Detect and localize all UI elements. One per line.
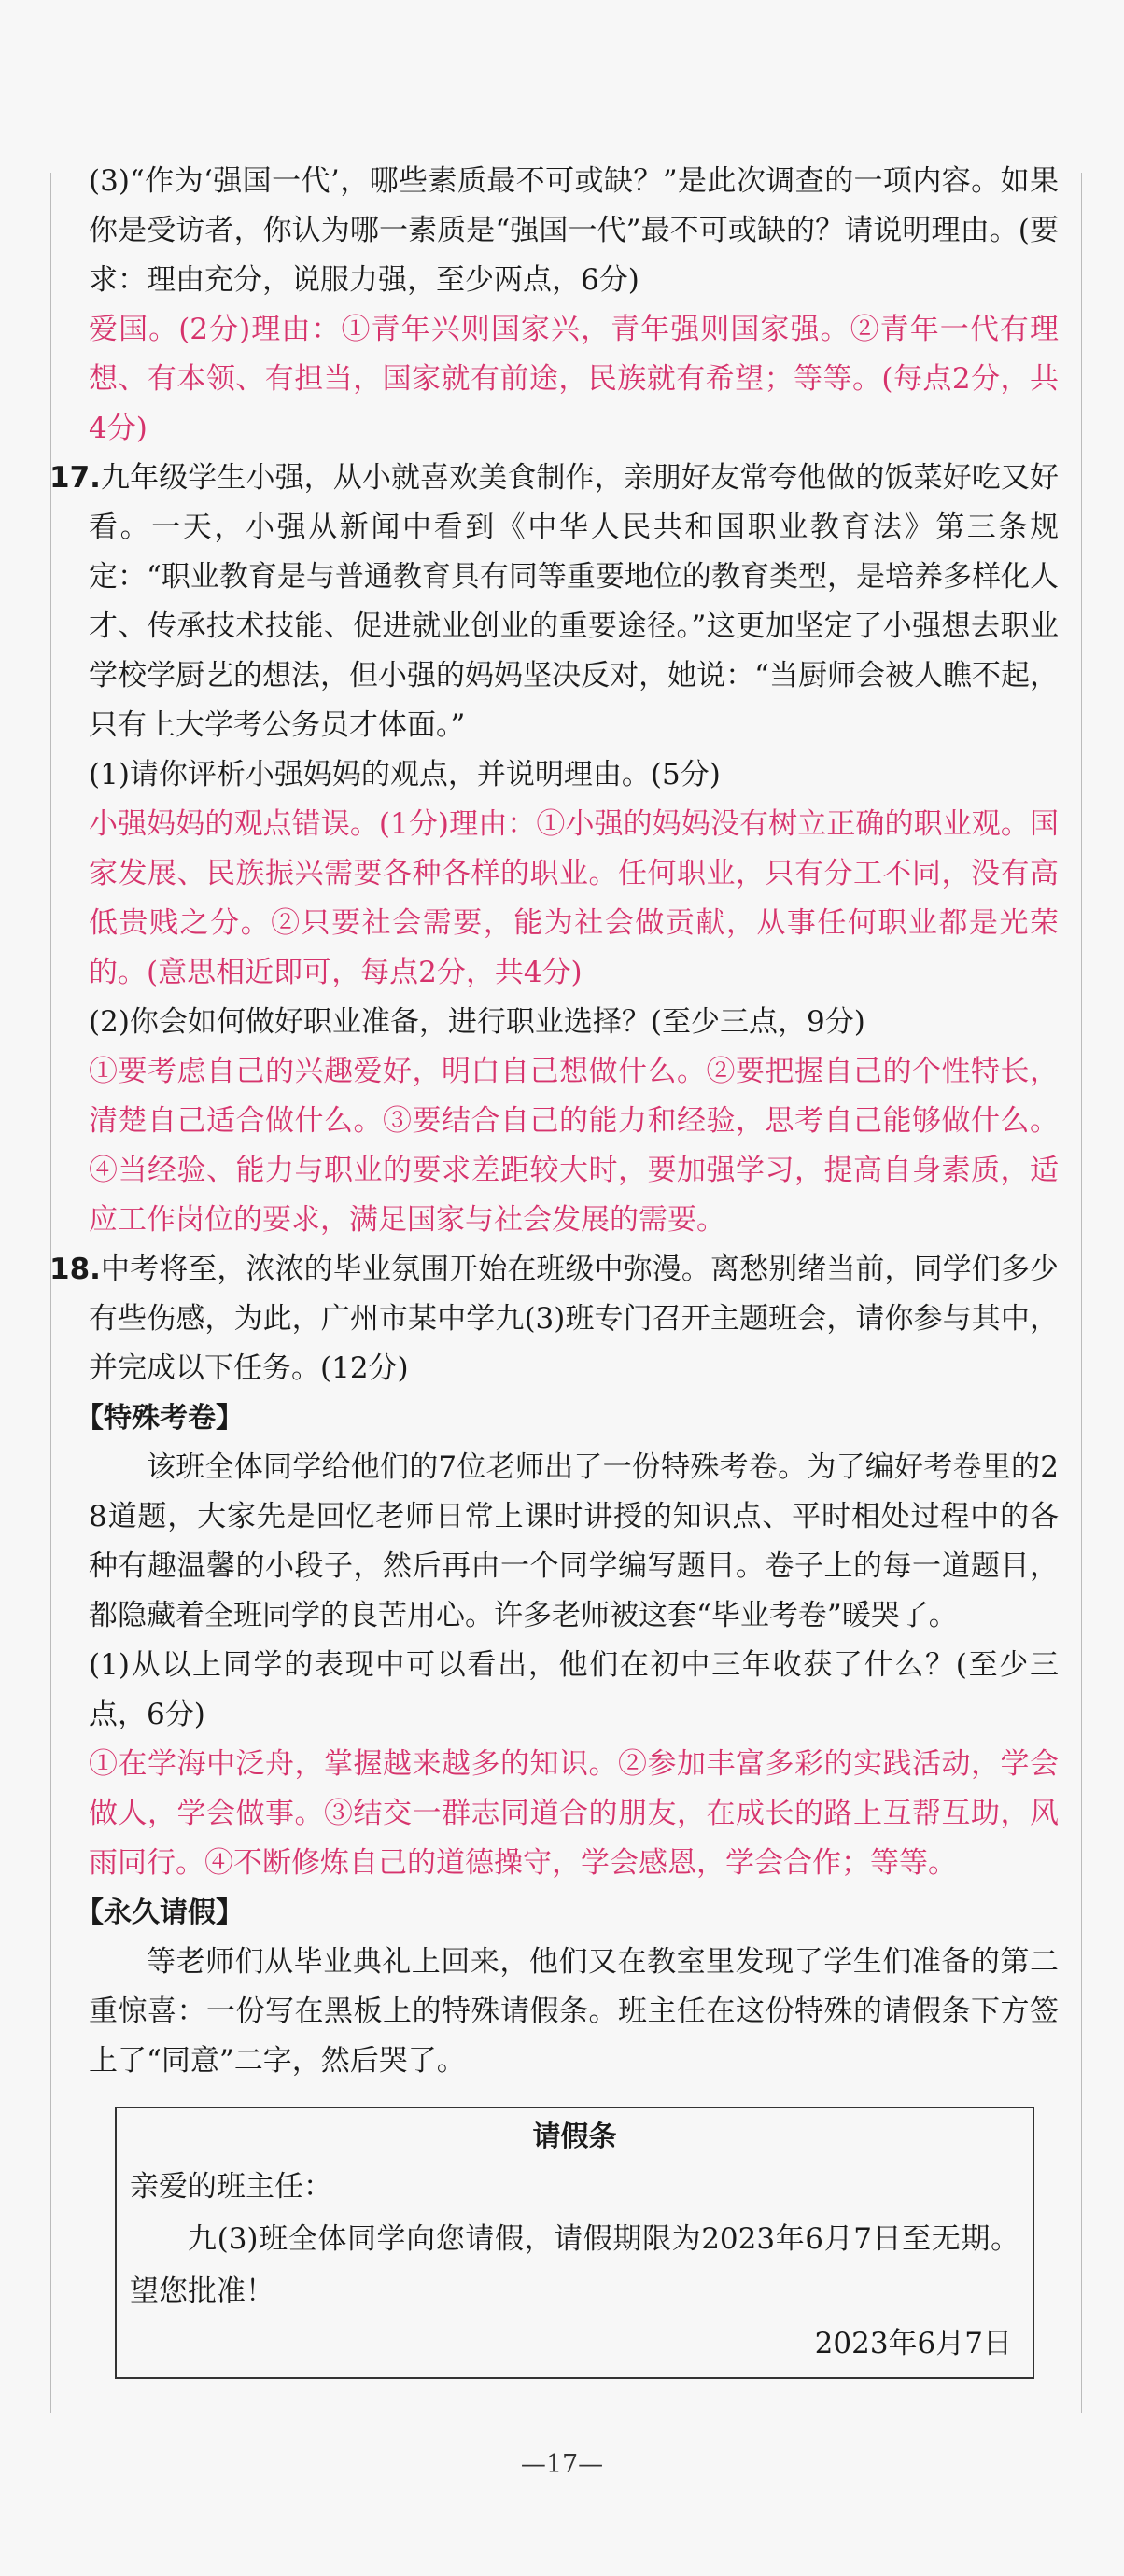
section-permanent-leave-title: 【永久请假】 xyxy=(76,1897,244,1929)
q18-number: 18. xyxy=(49,1253,101,1286)
section-special-exam-title: 【特殊考卷】 xyxy=(76,1402,244,1435)
leave-note-title: 请假条 xyxy=(532,2121,617,2153)
page-number: —17— xyxy=(520,2450,604,2479)
q17-part2-question: (2)你会如何做好职业准备，进行职业选择？(至少三点，9分) xyxy=(89,1005,865,1039)
q18-stem-text: 中考将至，浓浓的毕业氛围开始在班级中弥漫。离愁别绪当前，同学们多少有些伤感，为此，广州市某中学九(3)班专门召开主题班会，请你参与其中，并完成以下任务。(12分) xyxy=(89,1253,1059,1385)
q17-stem xyxy=(49,454,1059,750)
q17-part1-answer: 小强妈妈的观点错误。(1分)理由：①小强的妈妈没有树立正确的职业观。国家发展、民族振兴需要各种各样的职业。任何职业，只有分工不同，没有高低贵贱之分。②只要社会需要，能为社会做贡献，从事任何职业都是光荣的。(意思相近即可，每点2分，共4分) xyxy=(89,807,1059,989)
q17-part2-answer: ①要考虑自己的兴趣爱好，明白自己想做什么。②要把握自己的个性特长，清楚自己适合做什么。③要结合自己的能力和经验，思考自己能够做什么。④当经验、能力与职业的要求差距较大时，要加强学习，提高自身素质，适应工作岗位的要求，满足国家与社会发展的需要。 xyxy=(89,1055,1059,1237)
leave-note-body: 九(3)班全体同学向您请假，请假期限为2023年6月7日至无期。望您批准！ xyxy=(130,2222,1019,2308)
leave-note-date: 2023年6月7日 xyxy=(814,2327,1012,2360)
section-special-exam-text: 该班全体同学给他们的7位老师出了一份特殊考卷。为了编好考卷里的28道题，大家先是回忆老师日常上课时讲授的知识点、平时相处过程中的各种有趣温馨的小段子，然后再由一个同学编写题目。卷子上的每一道题目，都隐藏着全班同学的良苦用心。许多老师被这套“毕业考卷”暖哭了。 xyxy=(89,1450,1059,1632)
right-margin-line xyxy=(1081,173,1082,2413)
q18-part1-question: (1)从以上同学的表现中可以看出，他们在初中三年收获了什么？(至少三点，6分) xyxy=(89,1648,1059,1731)
leave-note-greeting: 亲爱的班主任： xyxy=(130,2170,332,2204)
q17-number: 17. xyxy=(49,461,101,495)
page-content xyxy=(49,157,1059,2379)
leave-note-box xyxy=(115,2107,1034,2379)
left-margin-line xyxy=(50,173,51,2413)
q18-part1-answer: ①在学海中泛舟，掌握越来越多的知识。②参加丰富多彩的实践活动，学会做人，学会做事。③结交一群志同道合的朋友，在成长的路上互帮互助，风雨同行。④不断修炼自己的道德操守，学会感恩，学会合作；等等。 xyxy=(89,1747,1059,1880)
q18-stem xyxy=(49,1245,1059,1393)
q17-part1-question: (1)请你评析小强妈妈的观点，并说明理由。(5分) xyxy=(89,758,721,791)
q16-part3-answer: 爱国。(2分)理由：①青年兴则国家兴，青年强则国家强。②青年一代有理想、有本领、有担当，国家就有前途，民族就有希望；等等。(每点2分，共4分) xyxy=(89,313,1059,445)
q16-part3-question: (3)“作为‘强国一代’，哪些素质最不可或缺？”是此次调查的一项内容。如果你是受访者，你认为哪一素质是“强国一代”最不可或缺的？请说明理由。(要求：理由充分，说服力强，至少两点，6分) xyxy=(89,164,1059,297)
q17-stem-text: 九年级学生小强，从小就喜欢美食制作，亲朋好友常夸他做的饭菜好吃又好看。一天，小强从新闻中看到《中华人民共和国职业教育法》第三条规定：“职业教育是与普通教育具有同等重要地位的教育类型，是培养多样化人才、传承技术技能、促进就业创业的重要途径。”这更加坚定了小强想去职业学校学厨艺的想法，但小强的妈妈坚决反对，她说：“当厨师会被人瞧不起，只有上大学考公务员才体面。” xyxy=(89,461,1059,742)
section-permanent-leave-text: 等老师们从毕业典礼上回来，他们又在教室里发现了学生们准备的第二重惊喜：一份写在黑板上的特殊请假条。班主任在这份特殊的请假条下方签上了“同意”二字，然后哭了。 xyxy=(89,1945,1059,2078)
